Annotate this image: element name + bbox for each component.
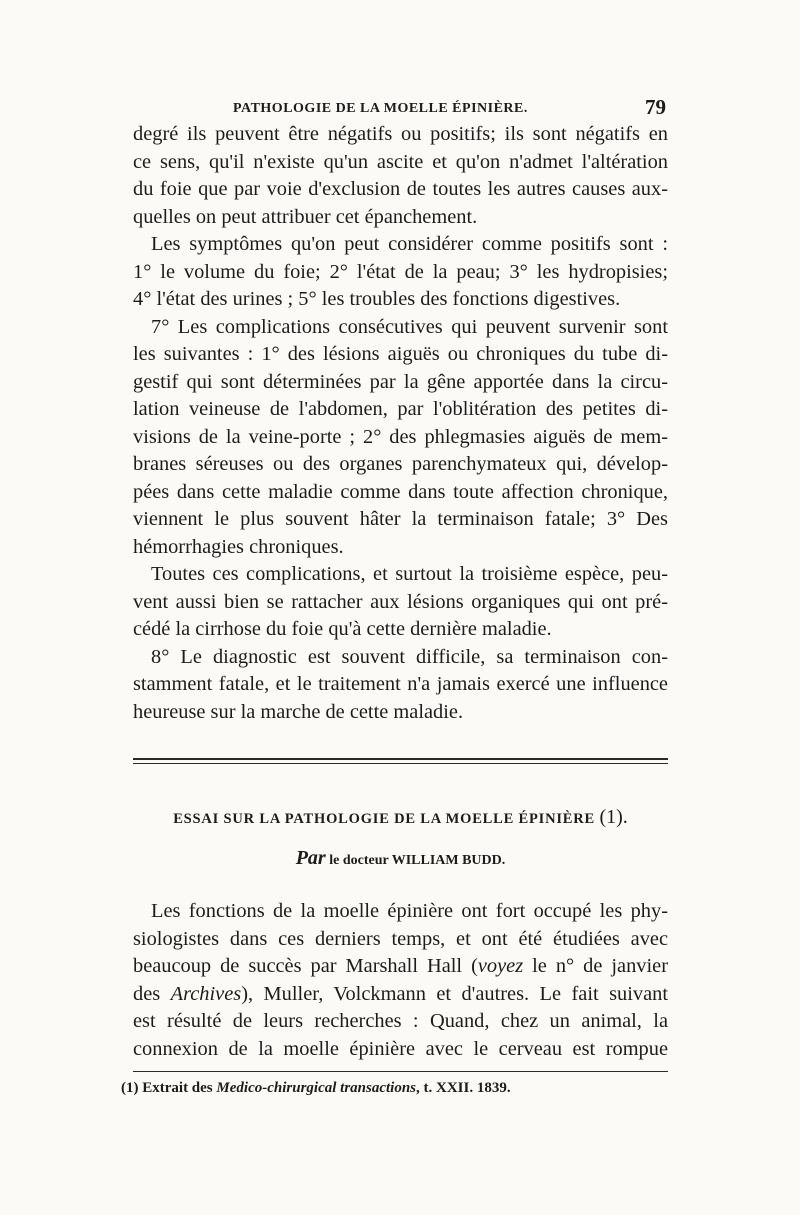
text-run: le n° de janvier <box>523 955 668 977</box>
paragraph-4 <box>133 561 668 644</box>
divider-rule-thick <box>133 758 668 760</box>
paragraph-2 <box>133 231 668 314</box>
text-line: quelles on peut attribuer cet épanchement. <box>133 205 478 228</box>
text-line: 7° Les complications consécutives qui peuvent survenir sont <box>151 315 668 338</box>
text-line: siologistes dans ces derniers temps, et ont été étudiées avec <box>133 927 668 950</box>
footnote-reference: (1). <box>599 806 628 828</box>
paragraph-6 <box>133 898 668 1063</box>
text-line: viennent le plus souvent hâter la terminaison fatale; 3° Des <box>133 508 668 530</box>
text-line <box>133 981 668 1009</box>
paragraph-3 <box>133 314 668 562</box>
article-title <box>133 806 668 829</box>
paragraph-1 <box>133 121 668 231</box>
page-number: 79 <box>645 95 666 119</box>
text-line: Les symptômes qu'on peut considérer comme positifs sont : <box>151 233 668 255</box>
footnote-italic: Medico-chirurgical transactions <box>216 1080 417 1096</box>
text-line: connexion de la moelle épinière avec le cerveau est rompue <box>133 1037 668 1060</box>
text-line: hémorrhagies chroniques. <box>133 535 344 558</box>
text-line: visions de la veine-porte ; 2° des phlegmasies aiguës de mem- <box>133 425 668 448</box>
footnote-rule <box>133 1071 668 1072</box>
text-run: ), Muller, Volckmann et d'autres. Le fait suivant <box>241 982 669 1005</box>
text-line: ce sens, qu'il n'existe qu'un ascite et qu'on n'admet l'altération <box>133 150 668 173</box>
article-byline <box>133 847 668 870</box>
footnote-text: (1) Extrait des <box>121 1080 217 1096</box>
text-line: stamment fatale, et le traitement n'a jamais exercé une influence <box>133 673 668 695</box>
text-line: lation veineuse de l'abdomen, par l'oblitération des petites di- <box>133 398 668 420</box>
footnote <box>121 1080 668 1097</box>
text-run: des <box>133 982 171 1005</box>
text-line: est résulté de leurs recherches : Quand, chez un animal, la <box>133 1010 668 1032</box>
section-divider <box>133 758 668 766</box>
text-line: heureuse sur la marche de cette maladie. <box>133 700 464 723</box>
text-line: cédé la cirrhose du foie qu'à cette dernière maladie. <box>133 618 552 640</box>
byline-author: le docteur WILLIAM BUDD. <box>329 853 506 868</box>
text-line: vent aussi bien se rattacher aux lésions organiques qui ont pré- <box>133 590 668 613</box>
text-line: gestif qui sont déterminées par la gêne apportée dans la circu- <box>133 370 668 393</box>
article-title-text: ESSAI SUR LA PATHOLOGIE DE LA MOELLE ÉPINIÈRE <box>173 811 596 827</box>
italic-run: Archives <box>170 982 242 1005</box>
paragraph-5 <box>133 644 668 727</box>
italic-run: voyez <box>477 955 524 977</box>
text-line: 4° l'état des urines ; 5° les troubles des fonctions digestives. <box>133 288 621 310</box>
book-page <box>121 95 669 1097</box>
text-line <box>133 953 668 981</box>
text-line: 8° Le diagnostic est souvent difficile, sa terminaison con- <box>151 645 668 668</box>
running-head <box>133 95 668 121</box>
text-line: Les fonctions de la moelle épinière ont fort occupé les phy- <box>151 900 668 922</box>
text-line: 1° le volume du foie; 2° l'état de la peau; 3° les hydropisies; <box>133 260 668 283</box>
text-line: pées dans cette maladie comme dans toute affection chronique, <box>133 480 668 503</box>
text-line: du foie que par voie d'exclusion de toutes les autres causes aux- <box>133 178 668 200</box>
divider-rule-thin <box>133 763 668 764</box>
byline-par: Par <box>295 847 326 869</box>
footnote-text: , t. XXII. 1839. <box>416 1080 511 1096</box>
text-line: degré ils peuvent être négatifs ou positifs; ils sont négatifs en <box>133 123 668 145</box>
running-title: PATHOLOGIE DE LA MOELLE ÉPINIÈRE. <box>233 101 528 116</box>
text-run: beaucoup de succès par Marshall Hall ( <box>133 955 478 977</box>
text-line: les suivantes : 1° des lésions aiguës ou chroniques du tube di- <box>133 343 668 365</box>
text-line: branes séreuses ou des organes parenchymateux qui, dévelop- <box>133 453 668 475</box>
text-line: Toutes ces complications, et surtout la troisième espèce, peu- <box>151 563 668 585</box>
